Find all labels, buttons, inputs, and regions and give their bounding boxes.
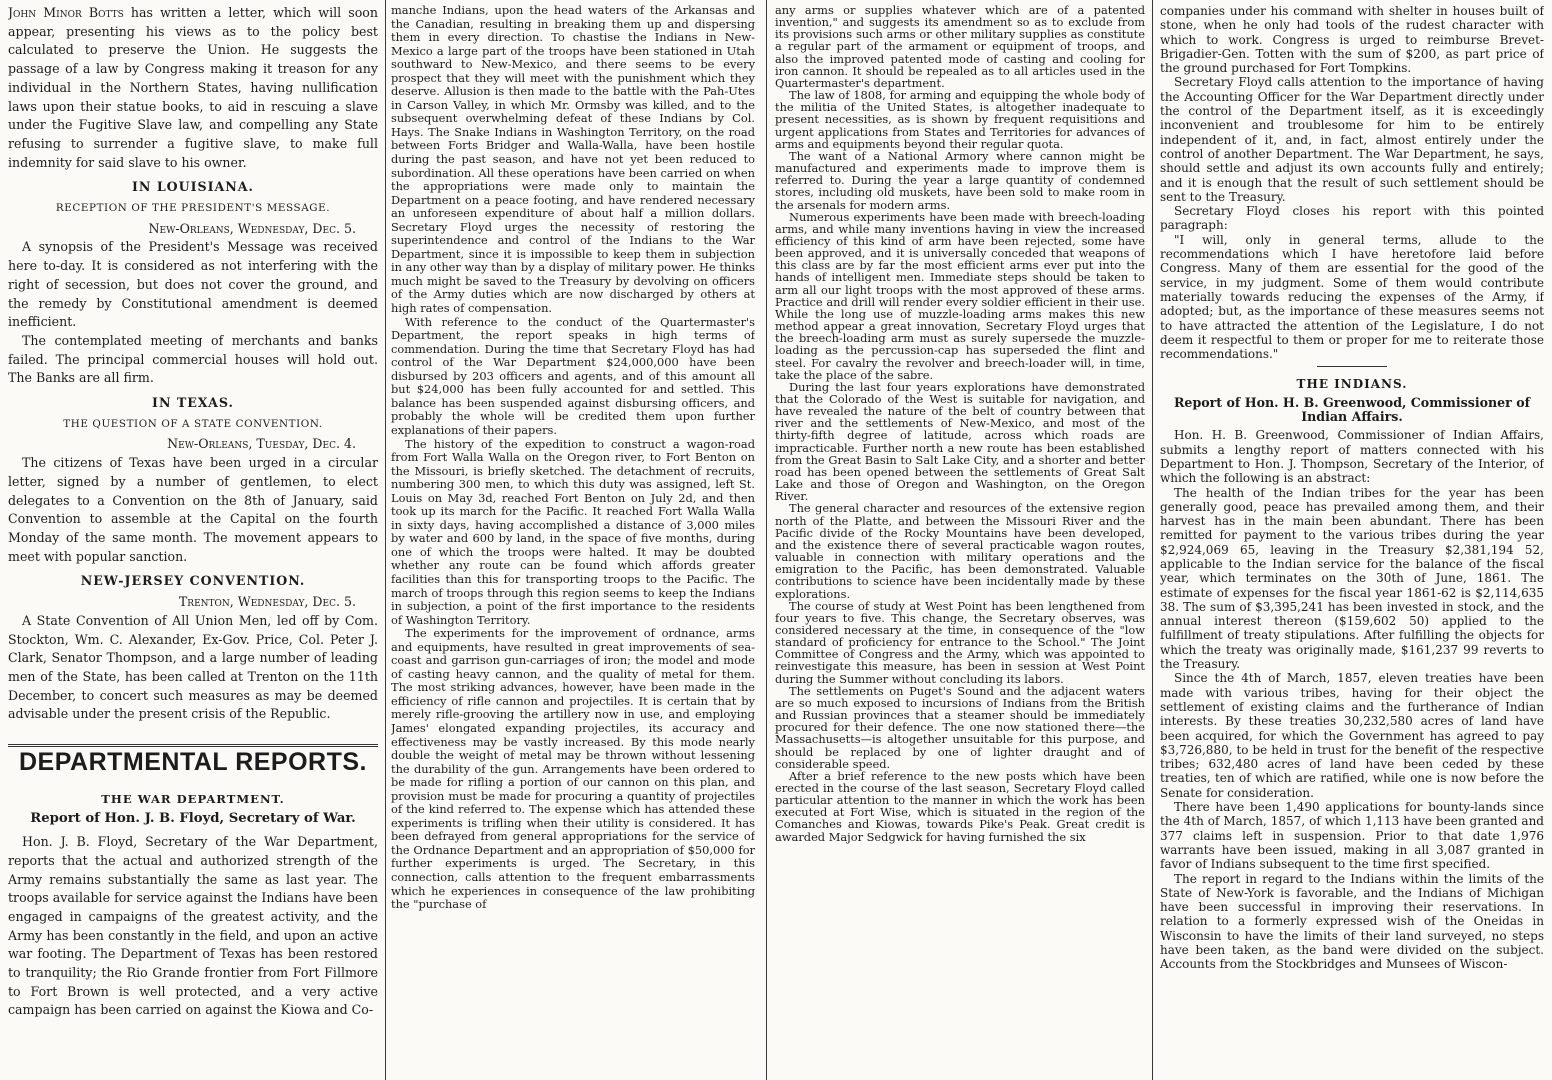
paragraph: Hon. H. B. Greenwood, Commissioner of Indian Affairs, submits a lengthy report of matters connected with his Department to Hon. J. Thompson, Secretary of the Interior, of which the following is an abstract: xyxy=(1160,428,1544,486)
subheading-texas: THE QUESTION OF A STATE CONVENTION. xyxy=(63,417,323,430)
paragraph: During the last four years explorations have demonstrated that the Colorado of the West is suitable for navigation, and have revealed the nature of the belt of country between that river and the settlements of New-Mexico, and most of the thirty-fifth degree of latitude, across which roads are impracticable. Further north a new route has been established from the Great Basin to Salt Lake City, and a shorter and better road has been opened between the settlements of Great Salt Lake and those of Oregon and Washington, on the Oregon River. xyxy=(775,379,1145,504)
divider xyxy=(1317,366,1387,367)
paragraph: The general character and resources of the extensive region north of the Platte, and between the Missouri River and the Pacific divide of the Rocky Mountains have been developed, and the existence there of several practicable wagon routes, valuable in connection with military operations and the emigration to the Pacific, has been demonstrated. Valuable contributions to science have been incidentally made by these explorations. xyxy=(775,501,1145,601)
paragraph: Numerous experiments have been made with breech-loading arms, and while many inventions having in view the increased efficiency of this kind of arm have been rejected, some have been approved, and it is universally conceded that weapons of this class are by far the most efficient arms ever put into the hands of intelligent men. Immediate steps should be taken to arm all our light troops with the most approved of these arms. Practice and drill will render every soldier efficient in their use. While the long use of muzzle-loading arms makes this new method appear a great innovation, Secretary Floyd urges that the breech-loading arm must as surely supersede the muzzle-loading as the percussion-cap has superseded the flint and steel. For cavalry the revolver and breech-loader will, in time, take the place of the sabre. xyxy=(775,209,1145,382)
paragraph: The health of the Indian tribes for the year has been generally good, peace has prevailed among them, and their harvest has in the main been abundant. There has been remitted for payment to the various tribes during the year $2,924,069 65, leaving in the Treasury $2,381,194 52, applicable to the Indian service for the balance of the fiscal year, which terminates on the 30th of June, 1861. The estimate of expenses for the fiscal year 1861-62 is $2,114,635 38. The sum of $3,395,241 has been invested in stock, and the annual interest thereon ($159,602 50) applied to the fulfillment of treaty stipulations. After fulfilling the objects for which the treaty was originally made, $161,237 99 reverts to the Treasury. xyxy=(1160,485,1544,672)
paragraph: After a brief reference to the new posts which have been erected in the course of the last season, Secretary Floyd called particular attention to the manner in which the work has been executed at Fort Wise, which is situated in the region of the Comanches and Kiowas, towards Pike's Peak. Great credit is awarded Major Sedgwick for having furnished the six xyxy=(775,768,1145,844)
dateline-new-jersey: Trenton, Wednesday, Dec. 5. xyxy=(178,594,356,610)
paragraph: The experiments for the improvement of ordnance, arms and equipments, have resulted in great improvements of sea-coast and garrison gun-carriages of iron; the model and mode of casting heavy cannon, and the quality of metal for them. The most striking advances, however, have been made in the efficiency of rifle cannon and projectiles. It is certain that by merely rifle-grooving the artillery now in use, and employing James' elongated expanding projectiles, its accuracy and effectiveness may be vastly increased. By this mode nearly double the weight of metal may be thrown without lessening the durability of the gun. Arrangements have been ordered to be made for rifling a portion of our cannon on this plan, and provision must be made for procuring a quantity of projectiles of the kind referred to. The expense which has attended these experiments is trifling when their utility is considered. It has been defrayed from general appropriations for the service of the Ordnance Department and an appropriation of $50,000 for further experiments is urged. The Secretary, in this connection, calls attention to the frequent embarrassments which he experiences in consequence of the law prohibiting the "purchase of xyxy=(391,626,755,912)
paragraph: The want of a National Armory where cannon might be manufactured and experiments made to improve them is referred to. During the year a large quantity of condemned stores, including old muskets, have been sold to make room in the arsenals for modern arms. xyxy=(775,148,1145,212)
column-rule xyxy=(1152,0,1153,1080)
paragraph: The history of the expedition to construct a wagon-road from Fort Walla Walla on the Oregon river, to Fort Benton on the Missouri, is briefly sketched. The detachment of recruits, numbering 300 men, to which this duty was assigned, left St. Louis on May 3d, reached Fort Benton on July 2d, and then took up its march for the Pacific. It reached Fort Walla Walla in sixty days, having accomplished a distance of 3,000 miles by water and 600 by land, in the space of five months, during one of which the troops were halted. It may be doubted whether any route can be found which affords greater facilities than this for transporting troops to the Pacific. The march of troops through this region seems to keep the Indians in subjection, a point of the first importance to the residents of Washington Territory. xyxy=(391,436,755,627)
paragraph: Secretary Floyd closes his report with this pointed paragraph: xyxy=(1160,204,1544,233)
paragraph: The contemplated meeting of merchants and banks failed. The principal commercial houses will hold out. The Banks are all firm. xyxy=(8,332,378,386)
paragraph: A synopsis of the President's Message was received here to-day. It is considered as not interfering with the right of secession, but does not cover the ground, and the remedy by Constitutional amendment is deemed inefficient. xyxy=(8,239,378,330)
report-floyd-title: Report of Hon. J. B. Floyd, Secretary of War. xyxy=(30,811,356,827)
column-4 xyxy=(1160,4,1544,1078)
paragraph: The citizens of Texas have been urged in a circular letter, signed by a number of gentlemen, to elect delegates to a Convention on the 8th of January, said Convention to assemble at the Capital on the fourth Monday of the same month. The movement appears to meet with popular sanction. xyxy=(8,455,378,564)
heading-louisiana: IN LOUISIANA. xyxy=(132,179,254,195)
paragraph: A State Convention of All Union Men, led off by Com. Stockton, Wm. C. Alexander, Ex-Gov. Price, Col. Peter J. Clark, Senator Thompson, and a large number of leading men of the State, has been called at Trenton on the 11th December, to concert such measures as may be deemed advisable under the present crisis of the Republic. xyxy=(8,612,378,722)
paragraph: manche Indians, upon the head waters of the Arkansas and the Canadian, resulting in breaking them up and dispersing them in every direction. To chastise the Indians in New-Mexico a large part of the troops have been stationed in Utah southward to New-Mexico, and there seems to be every prospect that they will meet with the punishment which they deserve. Allusion is then made to the battle with the Pah-Utes in Carson Valley, in which Mr. Ormsby was killed, and to the subsequent overwhelming defeat of these Indians by Col. Hays. The Snake Indians in Washington Territory, on the road between Forts Bridger and Walla-Walla, have been hostile during the past season, and have not yet been reduced to subordination. All these operations have been carried on when the appropriations were made only to maintain the Department on a peace footing, and have rendered necessary an unforeseen expenditure of about half a million dollars. Secretary Floyd urges the necessity of restoring the superintendence and control of the Indians to the War Department, since it is impossible to keep them in subjection in any other way than by a display of military power. He thinks much might be saved to the Treasury by devolving on officers of the Army duties which are now discharged by others at high rates of compensation. xyxy=(391,4,755,316)
botts-lead: John Minor Botts xyxy=(8,5,124,20)
column-rule xyxy=(385,0,386,1080)
botts-text: has written a letter, which will soon appear, presenting his views as to the policy best calculated to preserve the Union. He suggests the passage of a law by Congress making it treason for any individual in the Northern States, having nullification laws upon their statue books, to aid in rescuing a slave under the Fugitive Slave law, and compelling any State refusing to surrender a fugitive slave, to make full indemnity for said slave to his owner. xyxy=(8,5,378,170)
paragraph: The course of study at West Point has been lengthened from four years to five. This change, the Secretary observes, was considered necessary at the time, in consequence of the "low standard of proficiency for entrance to the School." The Joint Committee of Congress and the Army, which was appointed to reinvestigate this measure, has been in session at West Point during the Summer without concluding its labors. xyxy=(775,598,1145,686)
paragraph: The settlements on Puget's Sound and the adjacent waters are so much exposed to incursions of Indians from the British and Russian provinces that a steamer should be immediately procured for their defence. The one now stationed there—the Massachusetts—is altogether unsuitable for this purpose, and should be replaced by one of lighter draught and of considerable speed. xyxy=(775,683,1145,771)
quote-paragraph: "I will, only in general terms, allude to the recommendations which I have heretofore laid before Congress. Many of them are essential for the good of the service, in my judgment. Some of them would contribute materially towards reducing the expenses of the Army, if adopted; but, as the importance of these measures seems not to have attracted the attention of the Legislature, I do not deem it respectful to them or proper for me to reiterate those recommendations." xyxy=(1160,232,1544,362)
heading-texas: IN TEXAS. xyxy=(152,395,234,411)
subheading-louisiana: RECEPTION OF THE PRESIDENT'S MESSAGE. xyxy=(55,202,331,215)
column-2 xyxy=(391,4,755,1078)
column-1 xyxy=(8,4,378,1078)
departmental-reports-banner: DEPARTMENTAL REPORTS. xyxy=(8,744,378,772)
paragraph: Since the 4th of March, 1857, eleven treaties have been made with various tribes, having for their object the settlement of existing claims and the furtherance of Indian interests. By these treaties 30,232,580 acres of land have been acquired, for which the Government has agreed to pay $3,726,880, to be held in trust for the benefit of the respective tribes; 632,480 acres of land have been ceded by these treaties, ten of which are ratified, while one is now before the Senate for consideration. xyxy=(1160,671,1544,800)
paragraph: The report in regard to the Indians within the limits of the State of New-York is favorable, and the Indians of Michigan have been successful in improving their reservations. In relation to a formerly expressed wish of the Oneidas in Wisconsin to have the limits of their land surveyed, no steps have been taken, as the band were divided on the subject. Accounts from the Stockbridges and Munsees of Wiscon- xyxy=(1160,871,1544,972)
paragraph: companies under his command with shelter in houses built of stone, when he only had tools of the rudest character with which to work. Congress is urged to reimburse Brevet-Brigadier-Gen. Totten with the sum of $200, as part price of the ground purchased for Fort Tompkins. xyxy=(1160,4,1544,76)
heading-war-department: THE WAR DEPARTMENT. xyxy=(101,791,285,806)
paragraph: Secretary Floyd calls attention to the importance of having the Accounting Officer for the War Department directly under the control of the Department itself, as it is exceedingly inconvenient and troublesome for him to be entirely independent of it, and, in fact, almost entirely under the control of another Department. The War Department, he says, should settle and adjust its own accounts fully and entirely; and it is enough that the result of such settlement should be sent to the Treasury. xyxy=(1160,75,1544,204)
report-greenwood-title: Report of Hon. H. B. Greenwood, Commissioner of Indian Affairs. xyxy=(1173,394,1531,425)
heading-the-indians: THE INDIANS. xyxy=(1296,377,1408,392)
paragraph: Hon. J. B. Floyd, Secretary of the War Department, reports that the actual and authorized strength of the Army remains substantially the same as last year. The troops available for service against the Indians have been engaged in campaigns of the greatest activity, and the Army has been constantly in the field, and upon an active war footing. The Department of Texas has been restored to tranquility; the Rio Grande frontier from Fort Fillmore to Fort Brown is well protected, and a very active campaign has been carried on against the Kiowa and Co- xyxy=(8,834,378,1018)
column-3 xyxy=(775,4,1145,1078)
paragraph: There have been 1,490 applications for bounty-lands since the 4th of March, 1857, of which 1,113 have been granted and 377 claims left in suspension. Prior to that date 1,976 warrants have been issued, making in all 3,087 granted in favor of Indians subsequent to the time first specified. xyxy=(1160,800,1544,872)
paragraph: With reference to the conduct of the Quartermaster's Department, the report speaks in high terms of commendation. During the time that Secretary Floyd has had control of the War Department $24,000,000 have been disbursed by 203 officers and agents, and of this amount all but $24,000 has been fully accounted for and settled. This balance has been suspended against disbursing officers, and probably the whole will be credited them upon further explanations of their papers. xyxy=(391,314,755,437)
column-rule xyxy=(766,0,767,1080)
dateline-texas: New-Orleans, Tuesday, Dec. 4. xyxy=(167,436,356,452)
dateline-louisiana: New-Orleans, Wednesday, Dec. 5. xyxy=(148,220,356,236)
paragraph: any arms or supplies whatever which are of a patented invention," and suggests its amendment so as to exclude from its provisions such arms or other military supplies as constitute a regular part of the armament or equipment of troops, and also the improved patented mode of casting and cooling for iron cannon. It should be repealed as to all articles used in the Quartermaster's department. xyxy=(775,4,1145,90)
heading-new-jersey: NEW-JERSEY CONVENTION. xyxy=(80,573,306,589)
article-botts xyxy=(8,4,378,172)
paragraph: The law of 1808, for arming and equipping the whole body of the militia of the United States, is altogether inadequate to present necessities, as is shown by frequent requisitions and urgent applications from States and Territories for advances of arms and equipments beyond their regular quota. xyxy=(775,88,1145,151)
